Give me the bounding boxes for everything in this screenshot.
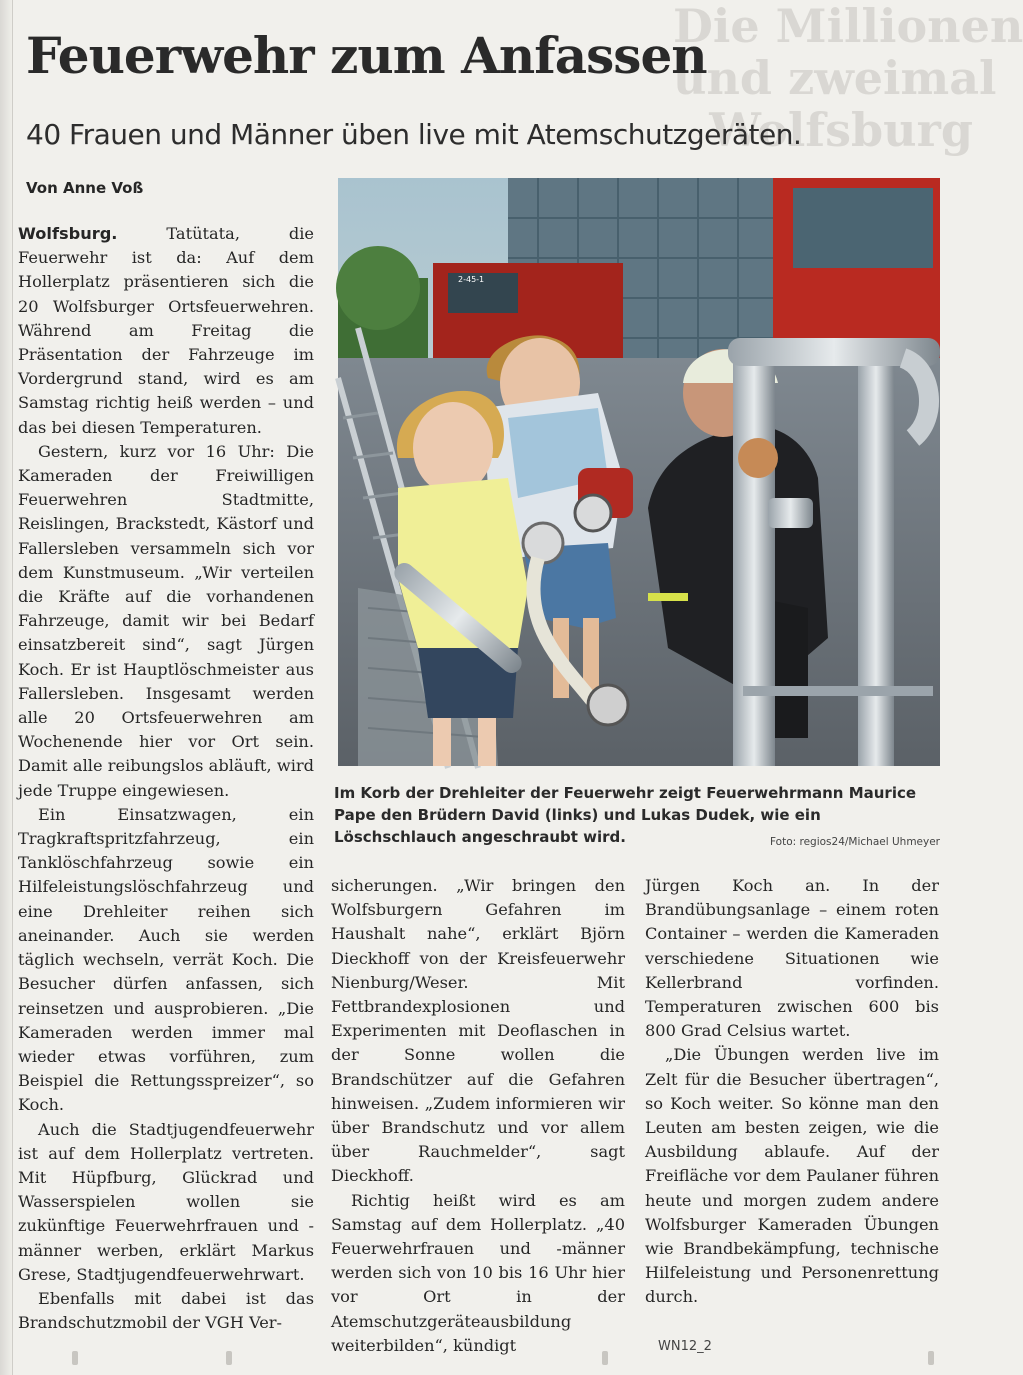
dateline: Wolfsburg. — [18, 224, 118, 243]
paragraph: Gestern, kurz vor 16 Uhr: Die Kameraden der Freiwilligen Feuerwehren Stadtmitte, Reislingen, Brackstedt, Kästorf und Fallersleben versammeln sich vor dem Kunstmuseum. „Wir verteilen die Kräfte auf die vorhandenen Fahrzeuge, damit wir bei Bedarf einsatzbereit sind“, sagt Jürgen Koch. Er ist Hauptlöschmeister aus Fallersleben. Insgesamt werden alle 20 Ortsfeuerwehren am Wochenende hier vor Ort sein. Damit alle reibungslos abläuft, wird jede Truppe eingewiesen. — [18, 441, 314, 800]
paragraph: Jürgen Koch an. In der Brandübungsanlage – einem roten Container – werden die Kameraden verschiedene Situationen wie Kellerbrand vorfinden. Temperaturen zwischen 600 bis 800 Grad Celsius wartet. — [645, 876, 939, 1041]
paragraph: Ein Einsatzwagen, ein Tragkraftspritzfahrzeug, ein Tanklöschfahrzeug sowie ein Hilfeleistungslöschfahrzeug und eine Drehleiter reihen sich aneinander. Auch sie werden täglich wechseln, verrät Koch. Die Besucher dürfen anfassen, sich reinsetzen und ausprobieren. „Die Kameraden werden immer mal wieder etwas vorführen, zum Beispiel die Rettungsspreizer“, so Koch. — [18, 804, 314, 1115]
scan-mark — [928, 1351, 934, 1365]
paragraph: Richtig heißt wird es am Samstag auf dem Hollerplatz. „40 Feuerwehrfrauen und -männer werden sich von 10 bis 16 Uhr hier vor Ort in der Atemschutzgeräteausbildung weiterbilden“, kündigt — [331, 1190, 625, 1355]
photo-credit: Foto: regios24/Michael Uhmeyer — [770, 836, 940, 848]
byline: Von Anne Voß — [26, 179, 144, 197]
photo-caption: Im Korb der Drehleiter der Feuerwehr zeigt Feuerwehrmann Maurice Pape den Brüdern David (links) und Lukas Dudek, wie ein Löschschlauch angeschraubt wird. — [334, 784, 917, 846]
article-photo — [338, 178, 940, 766]
paragraph: Auch die Stadtjugendfeuerwehr ist auf dem Hollerplatz vertreten. Mit Hüpfburg, Glückrad und Wasserspielen wollen sie zukünftige Feuerwehrfrauen und -männer werben, erklärt Markus Grese, Stadtjugendfeuerwehrwart. — [18, 1119, 314, 1284]
subheadline: 40 Frauen und Männer üben live mit Atemschutzgeräten. — [26, 118, 802, 151]
scan-mark — [602, 1351, 608, 1365]
page-code: WN12_2 — [658, 1339, 712, 1354]
page-edge — [0, 0, 13, 1375]
paragraph — [18, 222, 314, 440]
bleed-line-2: und zweimal — [673, 51, 997, 105]
article-column-2 — [331, 874, 625, 1358]
paragraph: Ebenfalls mit dabei ist das Brandschutzmobil der VGH Ver- — [18, 1288, 314, 1333]
headline: Feuerwehr zum Anfassen — [26, 26, 707, 85]
bleed-line-1: Die Millionen — [673, 0, 1023, 53]
vehicle-number: 2-45-1 — [458, 275, 485, 284]
article-column-3 — [645, 874, 939, 1310]
scan-mark — [72, 1351, 78, 1365]
article-column-1 — [18, 222, 314, 1335]
paragraph: „Die Übungen werden live im Zelt für die Besucher übertragen“, so Koch weiter. So könne man den Leuten am besten zeigen, wie die Ausbildung ablaufe. Auf der Freifläche vor dem Paulaner führen heute und morgen zudem andere Wolfsburger Kameraden Übungen wie Brandbekämpfung, technische Hilfeleistung und Personenrettung durch. — [645, 1045, 939, 1307]
scan-mark — [226, 1351, 232, 1365]
paragraph: sicherungen. „Wir bringen den Wolfsburgern Gefahren im Haushalt nahe“, erklärt Björn Dieckhoff von der Kreisfeuerwehr Nienburg/Weser. Mit Fettbrandexplosionen und Experimenten mit Deoflaschen in der Sonne wollen die Brandschützer auf die Gefahren hinweisen. „Zudem informieren wir über Brandschutz und vor allem über Rauchmelder“, sagt Dieckhoff. — [331, 876, 625, 1186]
bleed-line-3: Wolfsburg — [709, 103, 973, 157]
paragraph-text: Tatütata, die Feuerwehr ist da: Auf dem Hollerplatz präsentieren sich die 20 Wolfsburger Ortsfeuerwehren. Während am Freitag die Präsentation der Fahrzeuge im Vordergrund stand, wird es am Samstag richtig heiß werden – und das bei diesen Temperaturen. — [18, 224, 314, 437]
